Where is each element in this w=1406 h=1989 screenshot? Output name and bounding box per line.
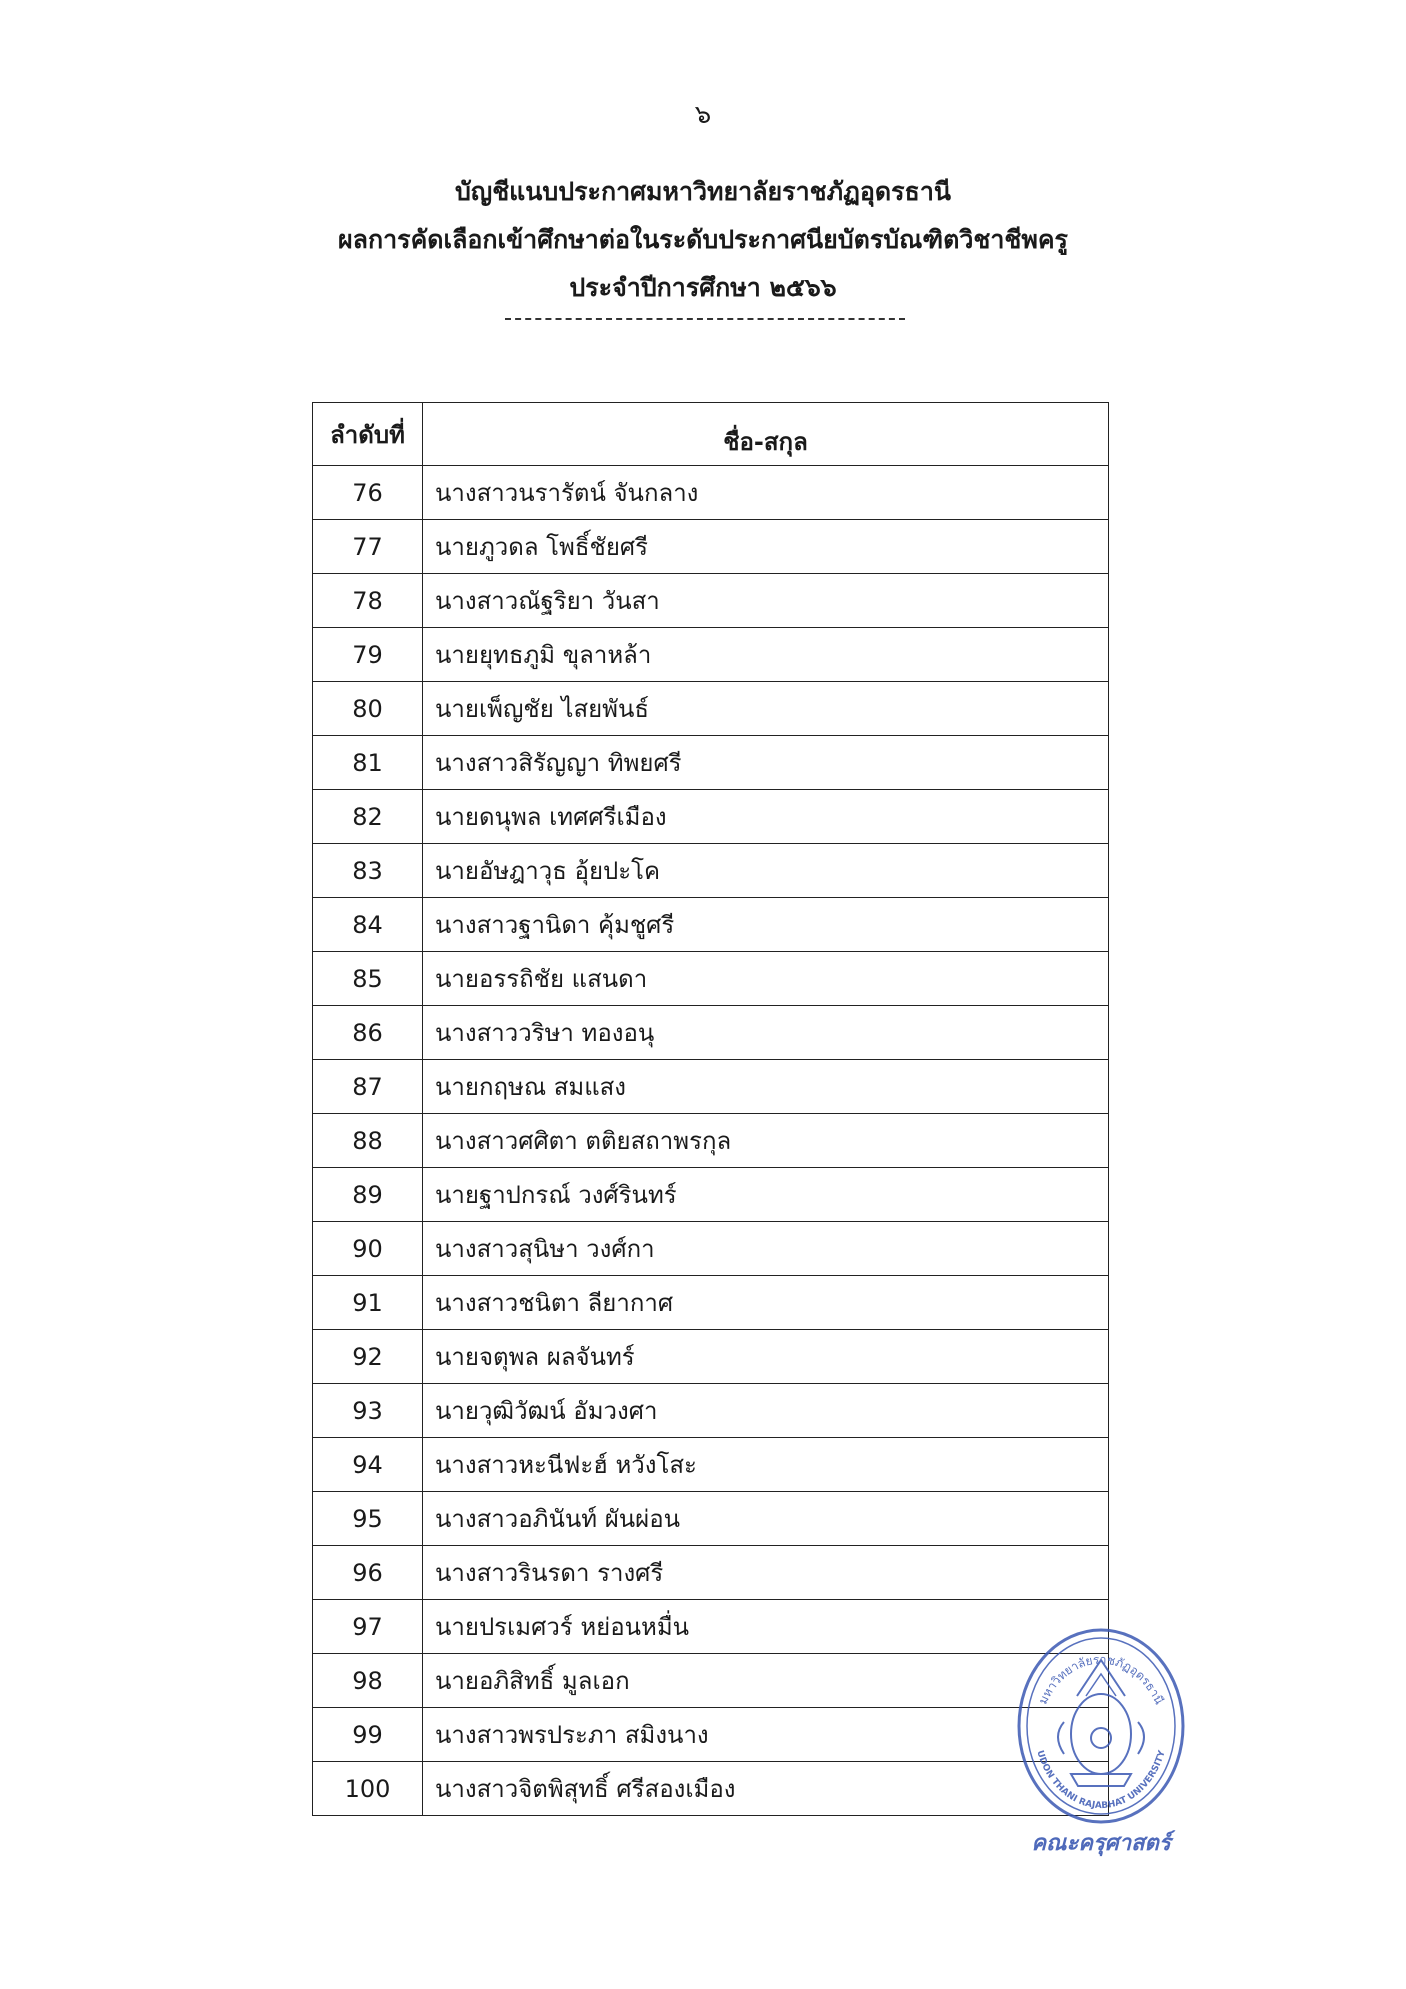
title-line-1: บัญชีแนบประกาศมหาวิทยาลัยราชภัฏอุดรธานี	[455, 177, 951, 206]
table-row	[313, 1600, 1109, 1654]
row-seq: 86	[313, 1006, 423, 1060]
table-row	[313, 1492, 1109, 1546]
row-seq: 77	[313, 520, 423, 574]
table-row	[313, 736, 1109, 790]
row-name: นางสาวพรประภา สมิงนาง	[423, 1708, 1109, 1762]
row-name: นางสาวฐานิดา คุ้มชูศรี	[423, 898, 1109, 952]
row-name: นายภูวดล โพธิ์ชัยศรี	[423, 520, 1109, 574]
row-name: นางสาวศศิตา ตติยสถาพรกุล	[423, 1114, 1109, 1168]
row-name: นายฐาปกรณ์ วงศ์รินทร์	[423, 1168, 1109, 1222]
row-seq: 81	[313, 736, 423, 790]
row-seq: 94	[313, 1438, 423, 1492]
row-name: นายเพ็ญชัย ไสยพันธ์	[423, 682, 1109, 736]
row-seq: 100	[313, 1762, 423, 1816]
row-name: นางสาวสุนิษา วงศ์กา	[423, 1222, 1109, 1276]
title-line-3: ประจำปีการศึกษา ๒๕๖๖	[569, 273, 837, 302]
faculty-seal-stamp	[1012, 1626, 1190, 1858]
row-seq: 98	[313, 1654, 423, 1708]
row-name: นางสาววริษา ทองอนุ	[423, 1006, 1109, 1060]
row-seq: 95	[313, 1492, 423, 1546]
row-name: นายดนุพล เทศศรีเมือง	[423, 790, 1109, 844]
row-seq: 99	[313, 1708, 423, 1762]
table-header-row	[313, 403, 1109, 466]
svg-text:UDON THANI RAJABHAT UNIVERSITY	[1034, 1749, 1167, 1811]
row-seq: 83	[313, 844, 423, 898]
table-row	[313, 790, 1109, 844]
row-name: นางสาวหะนีฟะฮ์ หวังโสะ	[423, 1438, 1109, 1492]
row-seq: 90	[313, 1222, 423, 1276]
table-row	[313, 952, 1109, 1006]
table-row	[313, 1438, 1109, 1492]
row-name: นายจตุพล ผลจันทร์	[423, 1330, 1109, 1384]
row-seq: 78	[313, 574, 423, 628]
row-seq: 82	[313, 790, 423, 844]
row-name: นางสาวนรารัตน์ จันกลาง	[423, 466, 1109, 520]
row-seq: 97	[313, 1600, 423, 1654]
row-name: นางสาวณัฐริยา วันสา	[423, 574, 1109, 628]
table-row	[313, 1114, 1109, 1168]
table-row	[313, 574, 1109, 628]
page-number: ๖	[694, 100, 712, 130]
row-seq: 80	[313, 682, 423, 736]
table-row	[313, 844, 1109, 898]
row-name: นายอภิสิทธิ์ มูลเอก	[423, 1654, 1109, 1708]
header-seq: ลำดับที่	[313, 403, 423, 466]
row-seq: 96	[313, 1546, 423, 1600]
table-row	[313, 1762, 1109, 1816]
row-seq: 89	[313, 1168, 423, 1222]
row-seq: 87	[313, 1060, 423, 1114]
row-name: นายอรรถิชัย แสนดา	[423, 952, 1109, 1006]
table-row	[313, 1060, 1109, 1114]
name-list-table	[312, 402, 1109, 1816]
row-name: นายยุทธภูมิ ขุลาหล้า	[423, 628, 1109, 682]
row-seq: 85	[313, 952, 423, 1006]
seal-bottom-text: คณะครุศาสตร์	[1031, 1831, 1171, 1856]
table-row	[313, 1276, 1109, 1330]
table-row	[313, 466, 1109, 520]
row-seq: 79	[313, 628, 423, 682]
table-row	[313, 1708, 1109, 1762]
row-name: นางสาวจิตพิสุทธิ์ ศรีสองเมือง	[423, 1762, 1109, 1816]
title-line-2: ผลการคัดเลือกเข้าศึกษาต่อในระดับประกาศนียบัตรบัณฑิตวิชาชีพครู	[338, 225, 1068, 254]
svg-text:มหาวิทยาลัยราชภัฏอุดรธานี	[1036, 1653, 1167, 1707]
row-name: นางสาวอภินันท์ ผันผ่อน	[423, 1492, 1109, 1546]
table-row	[313, 1384, 1109, 1438]
row-seq: 91	[313, 1276, 423, 1330]
row-seq: 88	[313, 1114, 423, 1168]
row-name: นายวุฒิวัฒน์ อัมวงศา	[423, 1384, 1109, 1438]
table-row	[313, 1168, 1109, 1222]
document-title	[0, 168, 1406, 312]
table-row	[313, 1654, 1109, 1708]
header-name: ชื่อ-สกุล	[423, 403, 1109, 466]
table-row	[313, 682, 1109, 736]
seal-ring-text: UDON THANI RAJABHAT UNIVERSITY	[1034, 1749, 1168, 1812]
table-row	[313, 1006, 1109, 1060]
table-row	[313, 1222, 1109, 1276]
table-row	[313, 1330, 1109, 1384]
row-name: นางสาวสิรัญญา ทิพยศรี	[423, 736, 1109, 790]
row-seq: 84	[313, 898, 423, 952]
row-name: นายปรเมศวร์ หย่อนหมื่น	[423, 1600, 1109, 1654]
row-name: นางสาวชนิตา ลียากาศ	[423, 1276, 1109, 1330]
title-dashed-divider	[505, 318, 905, 320]
table-row	[313, 898, 1109, 952]
row-name: นางสาวรินรดา รางศรี	[423, 1546, 1109, 1600]
row-seq: 92	[313, 1330, 423, 1384]
table-row	[313, 520, 1109, 574]
row-seq: 93	[313, 1384, 423, 1438]
table-row	[313, 1546, 1109, 1600]
seal-top-text: มหาวิทยาลัยราชภัฏอุดรธานี	[1035, 1652, 1167, 1707]
row-name: นายอัษฎาวุธ อุ้ยปะโค	[423, 844, 1109, 898]
row-name: นายกฤษณ สมแสง	[423, 1060, 1109, 1114]
table-row	[313, 628, 1109, 682]
row-seq: 76	[313, 466, 423, 520]
